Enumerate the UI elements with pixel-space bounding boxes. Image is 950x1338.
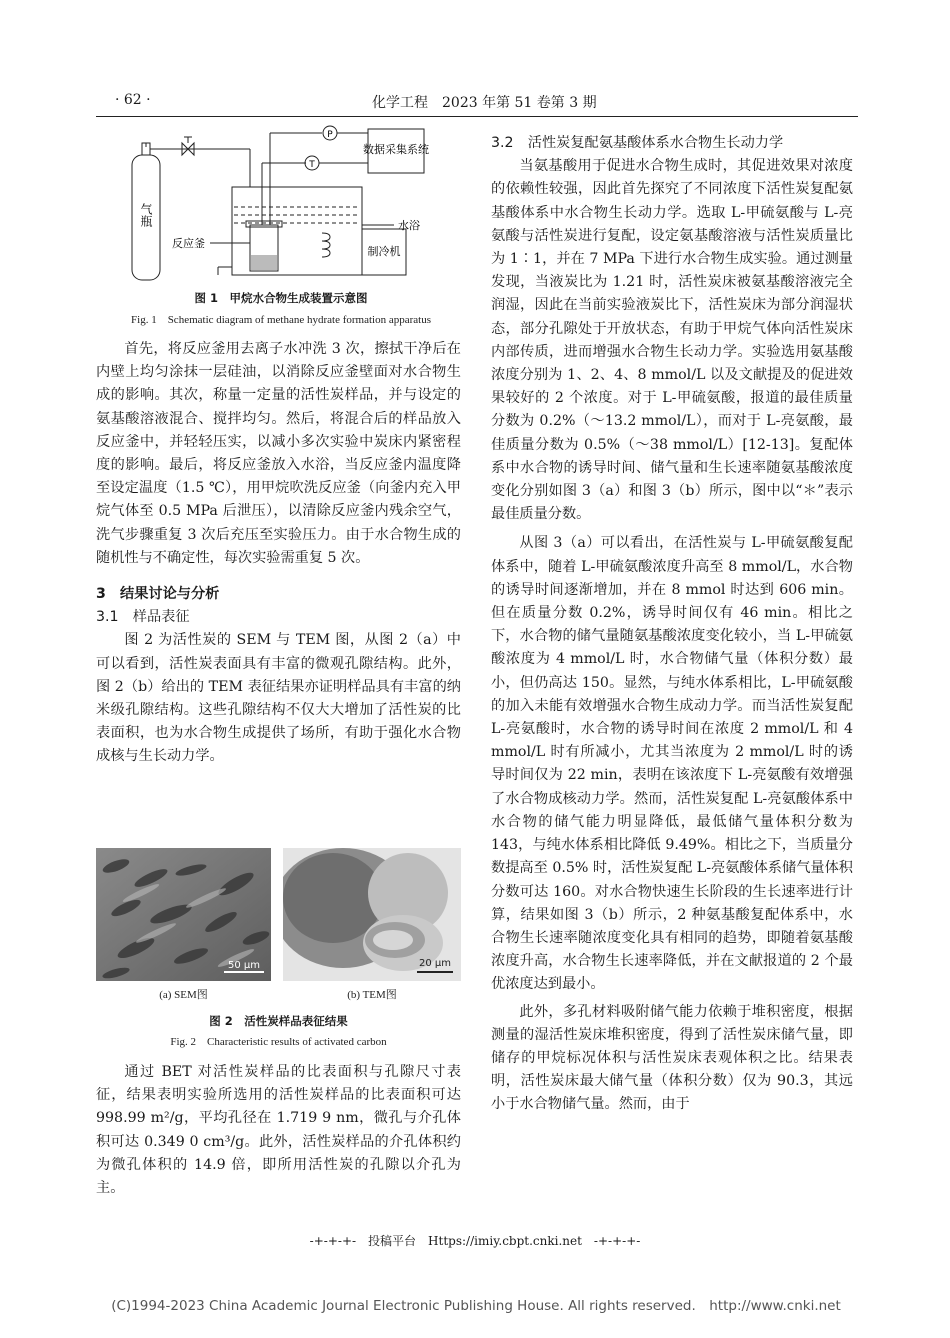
copyright-notice: (C)1994-2023 China Academic Journal Electronic Publishing House. All rights reserved. http://www.cnki.net [111,1298,841,1314]
pressure-label: P [327,130,333,140]
left-column-top [96,338,461,769]
running-header [0,88,950,118]
figure1-caption-cn: 图 1 甲烷水合物生成装置示意图 [194,291,368,305]
page-number: · 62 · [115,92,151,108]
figure1-diagram [110,125,450,285]
figure2a-sublabel: (a) SEM图 [159,989,208,1001]
section-3-1-heading: 3.1 样品表征 [96,609,190,626]
submission-platform-footer: -+-+-+- 投稿平台 Https://imiy.cbpt.cnki.net -+-+-+- [309,1234,641,1248]
tem-image [283,848,461,981]
reactor-label: 反应釜 [172,237,205,250]
water-bath-label: 水浴 [398,219,420,232]
figure2-caption-en: Fig. 2 Characteristic results of activated carbon [170,1036,387,1048]
header-rule [96,116,858,117]
sem-image [96,848,271,981]
section-3-2-heading: 3.2 活性炭复配氨基酸体系水合物生长动力学 [491,135,784,151]
left-paragraph-3: 通过 BET 对活性炭样品的比表面积与孔隙尺寸表征，结果表明实验所选用的活性炭样品的比表面积可达 998.99 m²/g，平均孔径在 1.719 9 nm，微孔与介孔体积可达 0.349 0 cm³/g。此外，活性炭样品的介孔体积约为微孔体积的 14.9 倍，即所用活性炭的孔隙以介孔为主。 [96,1064,461,1197]
left-paragraph-2: 图 2 为活性炭的 SEM 与 TEM 图，从图 2（a）中可以看到，活性炭表面具有丰富的微观孔隙结构。此外，图 2（b）给出的 TEM 表征结果亦证明样品具有丰富的纳米级孔隙结构。这些孔隙结构不仅大大增加了活性炭的比表面积，也为水合物生成提供了场所，有助于强化水合物成核与生长动力学。 [96,632,461,765]
sem-scale-bar: 50 μm [227,960,261,971]
right-column [491,132,853,1117]
cylinder-label: 气瓶 [139,203,153,227]
left-paragraph-1: 首先，将反应釜用去离子水冲洗 3 次，擦拭干净后在内壁上均匀涂抹一层硅油，以消除反应釜壁面对水合物生成的影响。其次，称量一定量的活性炭样品，并与设定的氨基酸溶液混合、搅拌均匀。然后，将混合后的样品放入反应釜中，并轻轻压实，以减小多次实验中炭床内紧密程度的影响。最后，将反应釜放入水浴，当反应釜内温度降至设定温度（1.5 ℃），用甲烷吹洗反应釜（向釜内充入甲烷气体至 0.5 MPa 后泄压），以清除反应釜内残余空气，洗气步骤重复 3 次后充压至实验压力。由于水合物生成的随机性与不确定性，每次实验需重复 5 次。 [96,341,461,566]
chiller-label: 制冷机 [367,245,401,258]
right-paragraph-1: 当氨基酸用于促进水合物生成时，其促进效果对浓度的依赖性较强，因此首先探究了不同浓度下活性炭复配氨基酸体系中水合物生长动力学。选取 L-甲硫氨酸与 L-亮氨酸与活性炭进行复配，设定氨基酸溶液与活性炭质量比为 1∶1，并在 7 MPa 下进行水合物生成实验。通过测量发现，当液炭比为 1.21 时，活性炭床被氨基酸溶液完全润湿，因此在当前实验液炭比下，活性炭床为部分润湿状态，部分孔隙处于开放状态，有助于甲烷气体向活性炭床内部传质，进而增强水合物生长动力学。实验选用氨基酸浓度分别为 1、2、4、8 mmol/L 以及文献提及的促进效果较好的 2 个浓度。对于 L-甲硫氨酸，报道的最佳质量分数为 0.2%（～13.2 mmol/L），而对于 L-亮氨酸，最佳质量分数为 0.5%（～38 mmol/L）[12-13]。复配体系中水合物的诱导时间、储气量和生长速率随氨基酸浓度变化分别如图 3（a）和图 3（b）所示，图中以“＊”表示最佳质量分数。 [491,158,853,523]
section-3-heading: 3 结果讨论与分析 [96,586,220,603]
left-column-bottom [96,1061,461,1200]
figure2-caption-cn: 图 2 活性炭样品表征结果 [209,1014,348,1028]
figure1-caption-en: Fig. 1 Schematic diagram of methane hydrate formation apparatus [131,314,431,326]
right-paragraph-2: 从图 3（a）可以看出，在活性炭与 L-甲硫氨酸复配体系中，随着 L-甲硫氨酸浓度升高至 8 mmol/L，水合物的诱导时间逐渐增加，并在 8 mmol 时达到 606 min。但在质量分数 0.2%，诱导时间仅有 46 min。相比之下，水合物的储气量随氨基酸浓度变化较小，当 L-甲硫氨酸浓度为 4 mmol/L 时，水合物储气量（体积分数）最小，但仍高达 150。显然，与纯水体系相比，L-甲硫氨酸的加入未能有效增强水合物生成动力学。而当活性炭复配 L-亮氨酸时，水合物的诱导时间在浓度 2 mmol/L 和 4 mmol/L 时有所减小，尤其当浓度为 2 mmol/L 时的诱导时间仅为 22 min，表明在该浓度下 L-亮氨酸有效增强了水合物成核动力学。然而，活性炭复配 L-亮氨酸体系中水合物的储气能力明显降低，最低储气量体积分数为 143，与纯水体系相比降低 9.49%。相比之下，当质量分数提高至 0.5% 时，活性炭复配 L-亮氨酸体系储气量体积分数可达 160。对水合物快速生长阶段的生长速率进行计算，结果如图 3（b）所示，2 种氨基酸复配体系中，水合物生长速率随浓度变化具有相同的趋势，即随着氨基酸浓度升高，水合物生长速率降低，并在文献报道的 2 个最优浓度达到最小。 [491,535,853,993]
tem-scale-bar: 20 μm [418,958,452,969]
daq-label: 数据采集系统 [363,143,429,156]
right-paragraph-3: 此外，多孔材料吸附储气能力依赖于堆积密度，根据测量的湿活性炭床堆积密度，得到了活性炭床储气量，即储存的甲烷标况体积与活性炭床表观体积之比。结果表明，活性炭床最大储气量（体积分数）仅为 90.3，其远小于水合物储气量。然而，由于 [491,1003,853,1113]
figure2b-sublabel: (b) TEM图 [347,989,397,1001]
temperature-label: T [309,160,315,170]
journal-title: 化学工程 2023 年第 51 卷第 3 期 [372,95,597,111]
